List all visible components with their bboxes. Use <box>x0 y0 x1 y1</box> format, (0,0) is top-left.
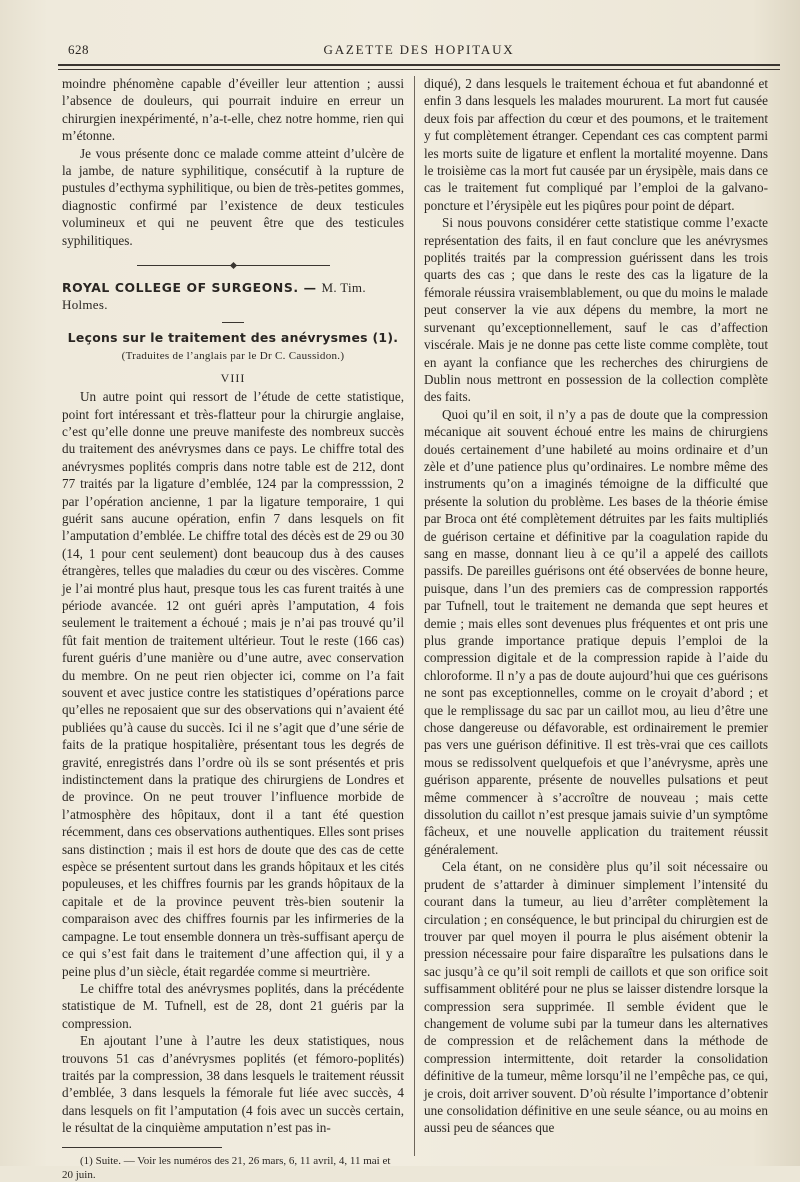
body-paragraph: Si nous pouvons considérer cette statistique comme l’exacte représentation des faits, il en faut conclure que les anévrysmes poplités traités par la compression guérissent dans les trois quarts des cas ; que dans le reste des cas la ligature de la fémorale réussira vraisemblablement, ou que du moins le malade peut conserver la vie aux dépens du membre, la mort ne survenant qu’exceptionnellement, sauf le cas d’affection viscérale. Mais je ne donne pas cette liste comme complète, tout en ayant la confiance que les recherches des chirurgiens de Dublin nous mettront en possession de la collection complète des faits. <box>424 215 768 405</box>
right-column <box>424 75 768 1137</box>
translator-credit: (Traduites de l’anglais par le Dr C. Caussidon.) <box>121 350 345 363</box>
body-paragraph: Un autre point qui ressort de l’étude de cette statistique, point fort intéressant et très-flatteur pour la chirurgie anglaise, c’est qu’elle donne une preuve manifeste des nombreux succès du traitement des anévrysmes dans ce pays. Le chiffre total des anévrysmes poplités compris dans notre table est de 212, dont 77 traités par la ligature d’emblée, 124 par la compresssion, 2 par l’opération ancienne, 1 par la ligature temporaire, 1 qui guérit sans aucune opération, enfin 7 dans lesquels on fit l’amputation d’emblée. Le chiffre total des décès est de 29 ou 30 (14, 1 pour cent seulement) dont beaucoup dus à des causes étrangères, telles que maladies du cœur ou des viscères. Comme je l’ai montré plus haut, presque tous les cas furent traités à une période avancée. 12 ont guéri après l’amputation, 4 fois seulement le traitement a échoué ; mais je n’ai pas trouvé qu’il fût fait mention de traitement ultérieur. Tout le reste (166 cas) furent guéris d’une manière ou d’une autre, avec conservation du membre. On ne peut rien objecter ici, comme on l’a fait souvent et avec justice contre les statistiques d’opérations parce qu’elles ne reposaient que sur des observations qui n’avaient été publiées qu’à cause du succès. Ici il ne s’agit que d’une série de faits de la pratique hospitalière, présentant tous les degrés de gravité, enregistrés dans l’ordre où ils se sont présentés et pris indistinctement dans la pratique des chirurgiens de Londres et de province. On ne peut trouver l’influence morbide de l’atmosphère des hôpitaux, dont il a tant été question récemment, dans ces observations authentiques. Elles sont prises sans distinction ; mais il est hors de doute que des cas de cette espèce se présentent surtout dans les grands hôpitaux et les cités populeuses, et les chiffres fournis par les grands hôpitaux de la capitale et de la province peuvent très-bien soutenir la comparaison avec des chiffres fournis par les infirmeries de la campagne. Le tout ensemble donnera un très-suffisant aperçu de ce qui s’est fait dans le traitement d’une affection qui, il y a peine plus d’un siècle, était regardée comme si meurtrière. <box>62 389 404 979</box>
page-header <box>58 40 780 64</box>
short-rule <box>222 322 244 323</box>
section-separator <box>62 255 404 269</box>
body-paragraph: Le chiffre total des anévrysmes poplités, dans la précédente statistique de M. Tufnell, est de 28, dont 21 guéris par la compression. <box>62 980 404 1031</box>
intro-paragraph: moindre phénomène capable d’éveiller leur attention ; aussi l’absence de douleurs, qui pourrait induire en erreur un chirurgien inexpérimenté, n’a-t-elle, chez notre homme, rien qui m’étonne. <box>62 76 404 144</box>
header-rule-thick <box>58 64 780 66</box>
section-heading <box>62 279 404 314</box>
footnote: (1) Suite. — Voir les numéros des 21, 26 mars, 6, 11 avril, 4, 11 mai et 20 juin. <box>62 1154 391 1181</box>
column-divider <box>414 76 415 1156</box>
body-paragraph: diqué), 2 dans lesquels le traitement échoua et fut abandonné et enfin 3 dans lesquels les malades moururent. La mort fut causée deux fois par affection du cœur et des poumons, et le traitement y fut complètement étranger. Cependant ces cas comptent parmi les morts suite de ligature et enflent la mortalité moyenne. Dans le troisième cas la mort fut causée par un érysipèle, mais dans ce cas le traitement fut compliqué par l’emploi de la galvano-poncture et l’érysipèle eut les piqûres pour point de départ. <box>424 76 768 213</box>
chapter-number: VIII <box>220 370 246 385</box>
running-title: GAZETTE DES HOPITAUX <box>323 42 515 57</box>
lecture-title: Leçons sur le traitement des anévrysmes (1). <box>67 329 399 345</box>
body-paragraph: Cela étant, on ne considère plus qu’il soit nécessaire ou prudent de s’attarder à diminuer simplement l’intensité du courant dans la tumeur, au lieu d’arrêter complètement la circulation ; en conséquence, le but principal du chirurgien est de trouver par quel moyen il pourra le plus aisément obtenir la pression nécessaire pour faire disparaître les pulsations dans le sac jusqu’à ce qu’il soit rempli de caillots et que son orifice soit suffisamment oblitéré pour ne plus se laisser distendre lorsque la compression sera supprimée. Il semble évident que le changement de volume subi par la tumeur dans les alternatives de compression et de relâchement dans la méthode de compression intermittente, doit retarder la consolidation définitive de la tumeur, même lorsqu’il ne l’empêche pas, ce qui, je crois, doit arriver souvent. D’où résulte l’importance d’obtenir une consolidation définitive en une seule séance, ou au moins en aussi peu de séances que <box>424 859 768 1136</box>
intro-paragraph: Je vous présente donc ce malade comme atteint d’ulcère de la jambe, de nature syphilitique, consécutif à la rupture de pustules d’ecthyma syphilitique, ou bien de très-petites gommes, diagnostic confirmé par l’existence de deux testicules volumineux et qui ne peuvent être que des testicules syphilitiques. <box>62 145 404 248</box>
footnote-rule <box>62 1147 222 1148</box>
body-paragraph: En ajoutant l’une à l’autre les deux statistiques, nous trouvons 51 cas d’anévrysmes poplités (et fémoro-poplités) traités par la compression, 38 dans lesquels le traitement réussit d’emblée, 3 dans lesquels la fémorale fut liée avec succès, 4 dans lesquels on fit l’amputation (4 fois avec un succès certain, le résultat de la cinquième amputation n’est pas in- <box>62 1033 404 1136</box>
left-column <box>62 75 404 1182</box>
body-paragraph: Quoi qu’il en soit, il n’y a pas de doute que la compression mécanique ait souvent échoué entre les mains de chirurgiens doués certainement d’une habileté au moins ordinaire et d’un zèle et d’une patience plus qu’ordinaires. Le nombre même des instruments qu’on a imaginés témoigne de la difficulté que présente la solution du problème. Les bases de la théorie émise par Broca ont été complètement détruites par les faits multipliés de guérison certaine et définitive par la coagulation rapide du sang en masse, donnant lieu à ce qu’il a appelé des caillots passifs. De pareilles guérisons ont été observées de bonne heure, puisque, dans l’un des premiers cas de compression rapportés par Tufnell, tout le traitement ne demanda que sept heures et demie ; mais elles sont devenues plus fréquentes et ont pris une plus grande importance pratique depuis l’emploi de la compression digitale et de la compression rapide à l’aide du chloroforme. Il n’y a pas de doute aujourd’hui que ces guérisons ne sont pas exceptionnelles, comme on le croyait d’abord ; et que le remplissage du sac par un caillot mou, au lieu d’être une chose dangereuse ou défavorable, est ordinairement le premier pas vers une guérison définitive. Il est très-vrai que ces caillots mous se redissolvent quelquefois et que l’anévrysme, après une guérison apparente, présente de nouvelles pulsations et peut même commencer à s’accroître de nouveau ; mais cette dissolution du caillot n’est presque jamais suivie d’un symptôme fâcheux, et une nouvelle application du traitement réussit généralement. <box>424 406 768 857</box>
section-title: ROYAL COLLEGE OF SURGEONS. — <box>62 280 317 296</box>
header-rule-thin <box>58 69 780 70</box>
page-number: 628 <box>68 42 89 57</box>
section-author: M. Tim. Holmes. <box>62 280 366 313</box>
